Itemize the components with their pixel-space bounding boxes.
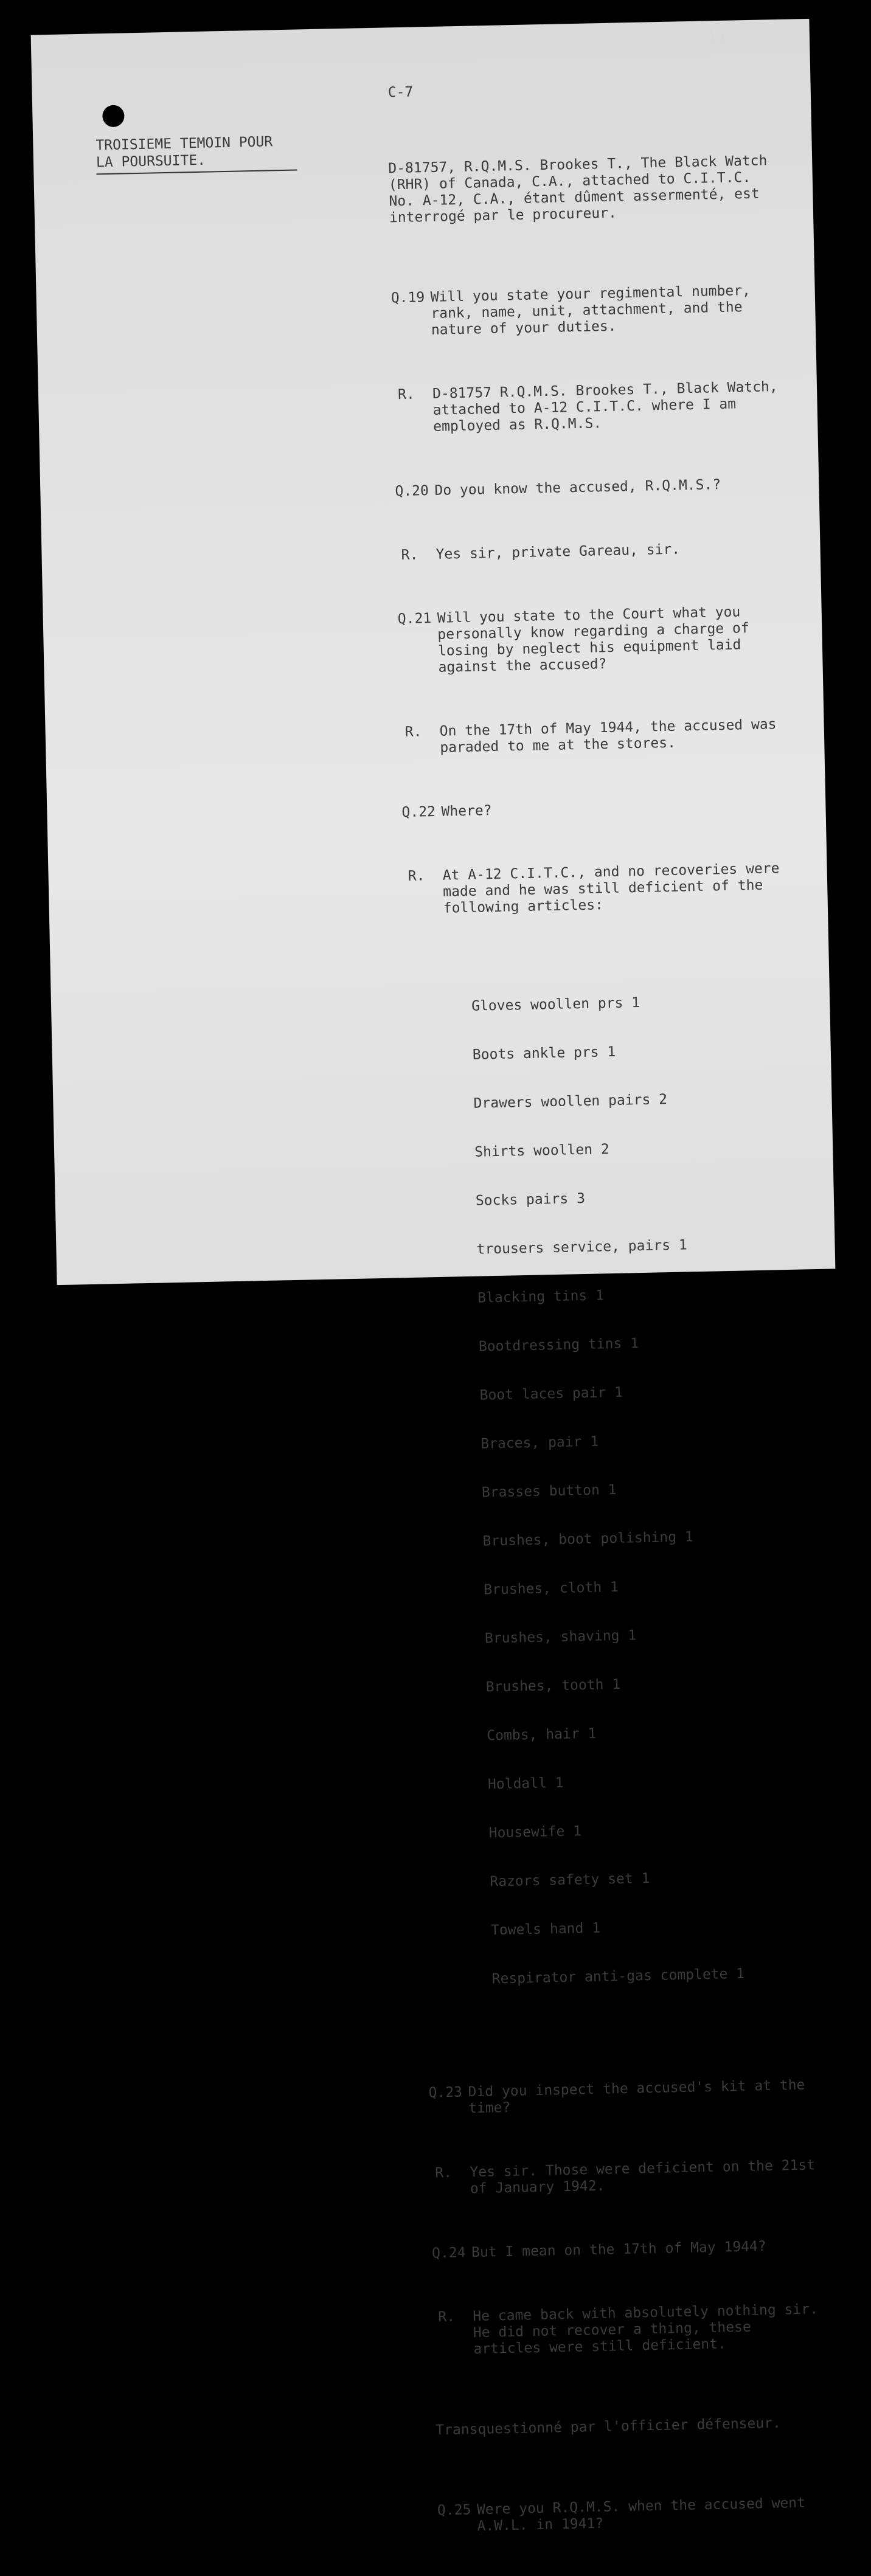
witness-intro: D-81757, R.Q.M.S. Brookes T., The Black Watch (RHR) of Canada, C.A., attached to C.I.T.C. No. A-12, C.A., étant dûment assermenté, est interrogé par le procureur. xyxy=(388,153,776,226)
exchange-q23 xyxy=(428,2077,818,2117)
punch-hole xyxy=(102,105,125,127)
exchange-text: On the 17th of May 1944, the accused was paraded to me at the stores. xyxy=(439,716,785,756)
list-item: Brushes, cloth 1 xyxy=(484,1579,619,1598)
list-item: trousers service, pairs 1 xyxy=(476,1237,687,1258)
exchange-q21 xyxy=(398,603,788,677)
list-item: Braces, pair 1 xyxy=(481,1433,599,1452)
list-item: Gloves woollen prs 1 xyxy=(471,995,640,1014)
exhibit-label: C-7 xyxy=(387,84,414,101)
exchange-tag: R. xyxy=(401,547,418,564)
exchange-tag: R. xyxy=(397,386,415,403)
exchange-text: Where? xyxy=(441,803,492,820)
list-item: Combs, hair 1 xyxy=(487,1725,597,1744)
exchange-r23 xyxy=(430,2157,824,2198)
list-item: Holdall 1 xyxy=(487,1774,564,1793)
list-item: Socks pairs 3 xyxy=(475,1190,586,1209)
exchange-tag: Q.24 xyxy=(431,2245,466,2262)
list-item: Brasses button 1 xyxy=(481,1481,617,1501)
exchange-tag: R. xyxy=(404,724,422,740)
exchange-tag: Q.21 xyxy=(397,611,432,628)
page-number: -11- xyxy=(697,27,737,46)
exchange-text: Yes sir, private Gareau, sir. xyxy=(436,541,681,563)
exchange-r20 xyxy=(396,539,785,564)
exchange-text: Were you R.Q.M.S. when the accused went A.W.L. in 1941? xyxy=(476,2495,814,2535)
exchange-r21 xyxy=(400,716,789,757)
exchange-q25 xyxy=(437,2495,827,2535)
exchange-tag: Q.23 xyxy=(428,2084,463,2101)
exchange-text: Will you state your regimental number, rank, name, unit, attachment, and the nature of your duties. xyxy=(430,282,760,338)
exchange-text: Did you inspect the accused's kit at the time? xyxy=(468,2077,814,2117)
heading-line-2: LA POURSUITE. xyxy=(95,152,206,171)
list-item: Blacking tins 1 xyxy=(477,1287,605,1306)
exchange-text: At A-12 C.I.T.C., and no recoveries were made and he was still deficient of the following articles: xyxy=(442,860,788,916)
exchange-q19 xyxy=(391,282,782,339)
exchange-text: Yes sir. Those were deficient on the 21st of January 1942. xyxy=(470,2157,824,2197)
list-item: Boot laces pair 1 xyxy=(479,1384,623,1404)
list-item: Drawers woollen pairs 2 xyxy=(473,1092,668,1112)
exchange-q20 xyxy=(395,476,784,500)
exchange-text: Will you state to the Court what you personally know regarding a charge of losing by neglect his equipment laid against the accused? xyxy=(437,604,758,676)
exchange-tag: R. xyxy=(408,868,425,884)
exchange-q24 xyxy=(432,2237,821,2262)
deficient-articles-list xyxy=(471,959,816,2020)
exchange-r19 xyxy=(393,378,786,436)
exchange-tag: Q.22 xyxy=(401,803,436,821)
exchange-r24 xyxy=(433,2301,827,2358)
exchange-tag: R. xyxy=(435,2164,453,2181)
exchange-r22 xyxy=(403,860,793,918)
exchange-text: Do you know the accused, R.Q.M.S.? xyxy=(434,477,721,499)
exchange-text: D-81757 R.Q.M.S. Brookes T., Black Watch, attached to A-12 C.I.T.C. where I am employed as R.Q.M.S. xyxy=(432,378,786,435)
cross-examination-note: Transquestionné par l'officier défenseur. xyxy=(435,2415,782,2439)
heading-line-1: TROISIEME TEMOIN POUR xyxy=(95,134,273,154)
exchange-tag: Q.20 xyxy=(395,483,429,500)
exchange-tag: Q.19 xyxy=(390,289,425,306)
list-item: Brushes, shaving 1 xyxy=(484,1627,637,1647)
exchange-text: He came back with absolutely nothing sir. He did not recover a thing, these articles were still deficient. xyxy=(473,2301,827,2358)
list-item: Bootdressing tins 1 xyxy=(478,1335,639,1355)
section-heading xyxy=(95,133,303,175)
exchange-tag: R. xyxy=(438,2308,456,2325)
list-item: Razors safety set 1 xyxy=(490,1870,650,1890)
testimony-body xyxy=(387,120,828,2569)
list-item: Housewife 1 xyxy=(488,1823,582,1841)
list-item: Boots ankle prs 1 xyxy=(472,1044,616,1063)
list-item: Shirts woollen 2 xyxy=(474,1141,610,1160)
list-item: Towels hand 1 xyxy=(490,1920,601,1939)
exchange-text: But I mean on the 17th of May 1944? xyxy=(471,2238,766,2261)
list-item: Respirator anti-gas complete 1 xyxy=(491,1965,745,1987)
list-item: Brushes, tooth 1 xyxy=(485,1676,621,1695)
exchange-tag: Q.25 xyxy=(437,2502,471,2519)
exchange-q22 xyxy=(401,797,791,821)
list-item: Brushes, boot polishing 1 xyxy=(482,1529,694,1549)
document-page xyxy=(31,19,836,2535)
